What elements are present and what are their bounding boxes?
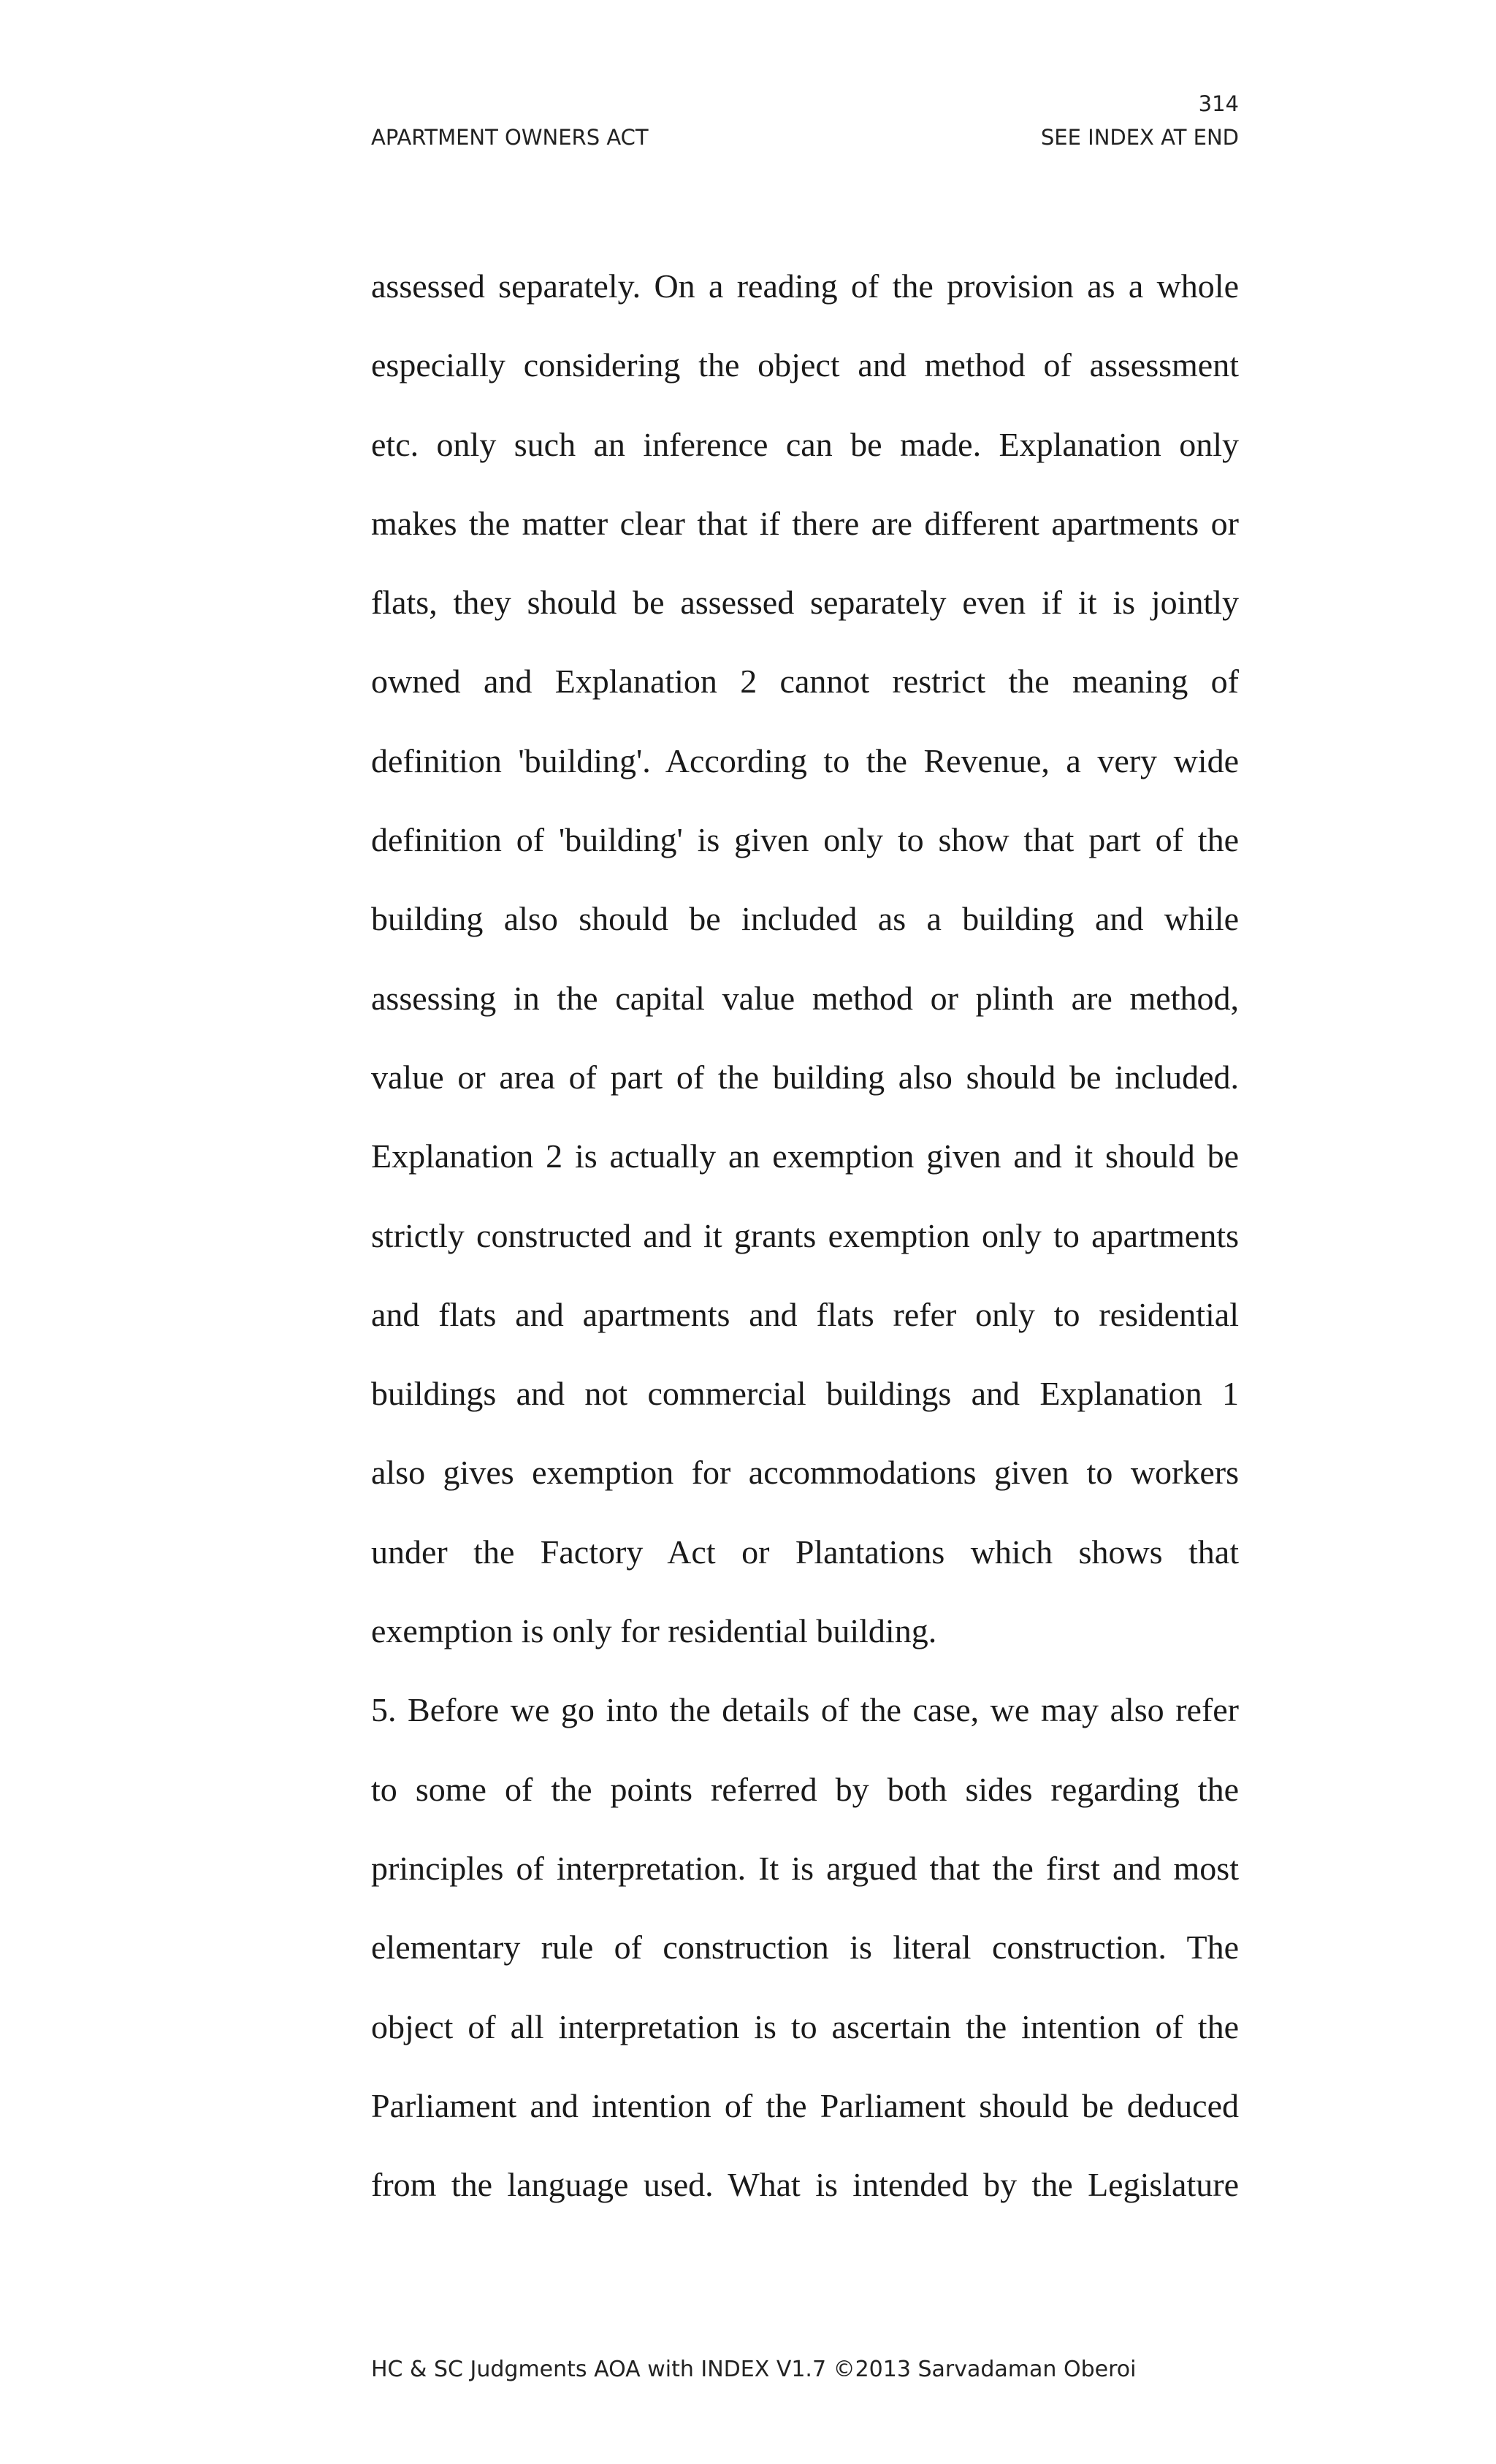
body-line: buildings and not commercial buildings and Explanation 1 — [371, 1375, 1239, 1413]
body-line: Explanation 2 is actually an exemption given and it should be — [371, 1137, 1239, 1175]
body-line: etc. only such an inference can be made. Explanation only — [371, 425, 1239, 463]
body-line: assessed separately. On a reading of the provision as a whole — [371, 267, 1239, 305]
body-line: value or area of part of the building also should be included. — [371, 1058, 1239, 1096]
body-line: definition of 'building' is given only to show that part of the — [371, 821, 1239, 859]
body-line: assessing in the capital value method or plinth are method, — [371, 979, 1239, 1017]
body-line: 5. Before we go into the details of the case, we may also refer — [371, 1691, 1239, 1729]
body-line: owned and Explanation 2 cannot restrict the meaning of — [371, 663, 1239, 701]
body-line: under the Factory Act or Plantations which shows that — [371, 1533, 1239, 1571]
body-line: also gives exemption for accommodations given to workers — [371, 1454, 1239, 1492]
body-line: definition 'building'. According to the Revenue, a very wide — [371, 741, 1239, 779]
body-line: to some of the points referred by both sides regarding the — [371, 1770, 1239, 1808]
body-line: object of all interpretation is to ascertain the intention of the — [371, 2007, 1239, 2045]
body-line: especially considering the object and method of assessment — [371, 346, 1239, 384]
body-line: building also should be included as a building and while — [371, 900, 1239, 938]
body-line: elementary rule of construction is literal construction. The — [371, 1929, 1239, 1967]
body-line: from the language used. What is intended by the Legislature — [371, 2166, 1239, 2204]
header-title: APARTMENT OWNERS ACT — [371, 125, 649, 150]
body-line: makes the matter clear that if there are different apartments or — [371, 504, 1239, 542]
body-line: Parliament and intention of the Parliament should be deduced — [371, 2086, 1239, 2124]
body-line: principles of interpretation. It is argued that the first and most — [371, 1849, 1239, 1887]
header-index-note: SEE INDEX AT END — [1040, 125, 1239, 150]
body-line: strictly constructed and it grants exemption only to apartments — [371, 1216, 1239, 1254]
body-line: exemption is only for residential building. — [371, 1612, 937, 1650]
body-text — [371, 259, 1239, 2236]
body-line: and flats and apartments and flats refer only to residential — [371, 1295, 1239, 1333]
running-header — [371, 124, 1239, 150]
footer: HC & SC Judgments AOA with INDEX V1.7 ©2013 Sarvadaman Oberoi — [371, 2357, 1137, 2382]
page-number: 314 — [1198, 91, 1239, 116]
body-line: flats, they should be assessed separately even if it is jointly — [371, 584, 1239, 622]
